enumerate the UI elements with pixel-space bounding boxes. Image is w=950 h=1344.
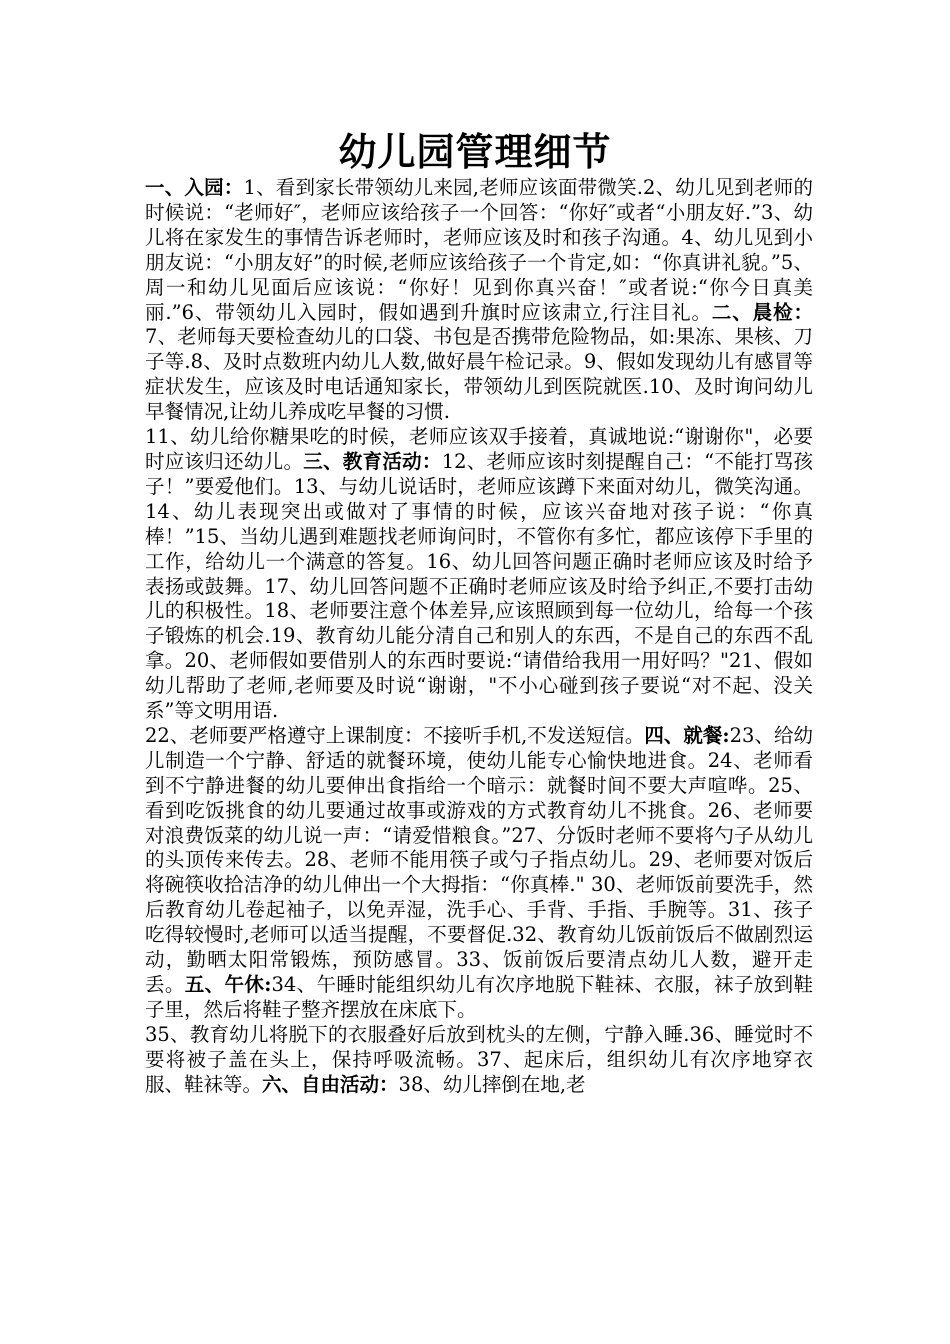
section-heading: 五、午休: <box>184 973 272 996</box>
section-heading: 四、就餐: <box>644 723 730 747</box>
body-text-run: 11、幼儿给你糖果吃的时候，老师应该双手接着，真诚地说:“谢谢你"，必要时应该归还幼儿。 <box>145 425 813 473</box>
body-text-run: 22、老师要严格遵守上课制度：不接听手机,不发送短信。 <box>145 723 645 747</box>
paragraph <box>145 425 813 724</box>
body-text-run: 23、给幼儿制造一个宁静、舒适的就餐环境，使幼儿能专心愉快地进食。24、老师看到不宁静进餐的幼儿要伸出食指给一个暗示：就餐时间不要大声喧哗。25、看到吃饭挑食的幼儿要通过故事或游戏的方式教育幼儿不挑食。26、老师要对浪费饭菜的幼儿说一声：“请爱惜粮食。”27、分饭时老师不要将勺子从幼儿的头顶传来传去。28、老师不能用筷子或勺子指点幼儿。29、老师要对饭后将碗筷收拾洁净的幼儿伸出一个大拇指：“你真棒." 30、老师饭前要洗手，然后教育幼儿卷起袖子，以免弄湿，洗手心、手背、手指、手腕等。31、孩子吃得较慢时,老师可以适当提醒，不要督促.32、教育幼儿饭前饭后不做剧烈运动，勤晒太阳常锻炼，预防感冒。33、饭前饭后要清点幼儿人数，避开走丢。 <box>145 723 813 996</box>
document-title: 幼儿园管理细节 <box>338 129 612 174</box>
section-heading: 六、自由活动： <box>262 1072 399 1096</box>
paragraph <box>145 176 813 425</box>
body-text-run: 12、老师应该时刻提醒自己：“不能打骂孩子！”要爱他们。13、与幼儿说话时，老师应该蹲下来面对幼儿，微笑沟通。14、幼儿表现突出或做对了事情的时候，应该兴奋地对孩子说：“你真棒！”15、当幼儿遇到难题找老师询问时，不管你有多忙，都应该停下手里的工作，给幼儿一个满意的答复。16、幼儿回答问题正确时老师应该及时给予表扬或鼓舞。17、幼儿回答问题不正确时老师应该及时给予纠正,不要打击幼儿的积极性。18、老师要注意个体差异,应该照顾到每一位幼儿，给每一个孩子锻炼的机会.19、教育幼儿能分清自己和别人的东西，不是自己的东西不乱拿。20、老师假如要借别人的东西时要说:“请借给我用一用好吗？"21、假如幼儿帮助了老师,老师要及时说“谢谢，"不小心碰到孩子要说“对不起、没关系”等文明用语. <box>145 449 813 723</box>
body-text-run: 34、午睡时能组织幼儿有次序地脱下鞋袜、衣服，袜子放到鞋子里，然后将鞋子整齐摆放在床底下。 <box>145 973 813 1021</box>
section-heading: 一、入园： <box>145 176 244 199</box>
body-text-run: 7、老师每天要检查幼儿的口袋、书包是否携带危险物品，如:果冻、果核、刀子等.8、及时点数班内幼儿人数,做好晨午检记录。9、假如发现幼儿有感冒等症状发生，应该及时电话通知家长，带领幼儿到医院就医.10、及时询问幼儿早餐情况,让幼儿养成吃早餐的习惯. <box>145 325 813 424</box>
body-text-run: 38、幼儿摔倒在地,老 <box>398 1072 586 1096</box>
document-body <box>145 176 813 1098</box>
paragraph <box>145 724 813 1023</box>
body-text-run: 35、教育幼儿将脱下的衣服叠好后放到枕头的左侧，宁静入睡.36、睡觉时不要将被子盖在头上，保持呼吸流畅。37、起床后，组织幼儿有次序地穿衣服、鞋袜等。 <box>145 1022 813 1096</box>
section-heading: 三、教育活动： <box>303 449 442 473</box>
body-text-run: 1、看到家长带领幼儿来园,老师应该面带微笑.2、幼儿见到老师的时候说：“老师好″，老师应该给孩子一个回答：“你好″或者“小朋友好.”3、幼儿将在家发生的事情告诉老师时，老师应该及时和孩子沟通。4、幼儿见到小朋友说：“小朋友好”的时候,老师应该给孩子一个肯定,如：“你真讲礼貌。”5、周一和幼儿见面后应该说：“你好！见到你真兴奋！″或者说:“你今日真美丽.”6、带领幼儿入园时，假如遇到升旗时应该肃立,行注目礼。 <box>145 176 813 324</box>
paragraph <box>145 1023 813 1098</box>
section-heading: 二、晨检： <box>711 300 813 324</box>
